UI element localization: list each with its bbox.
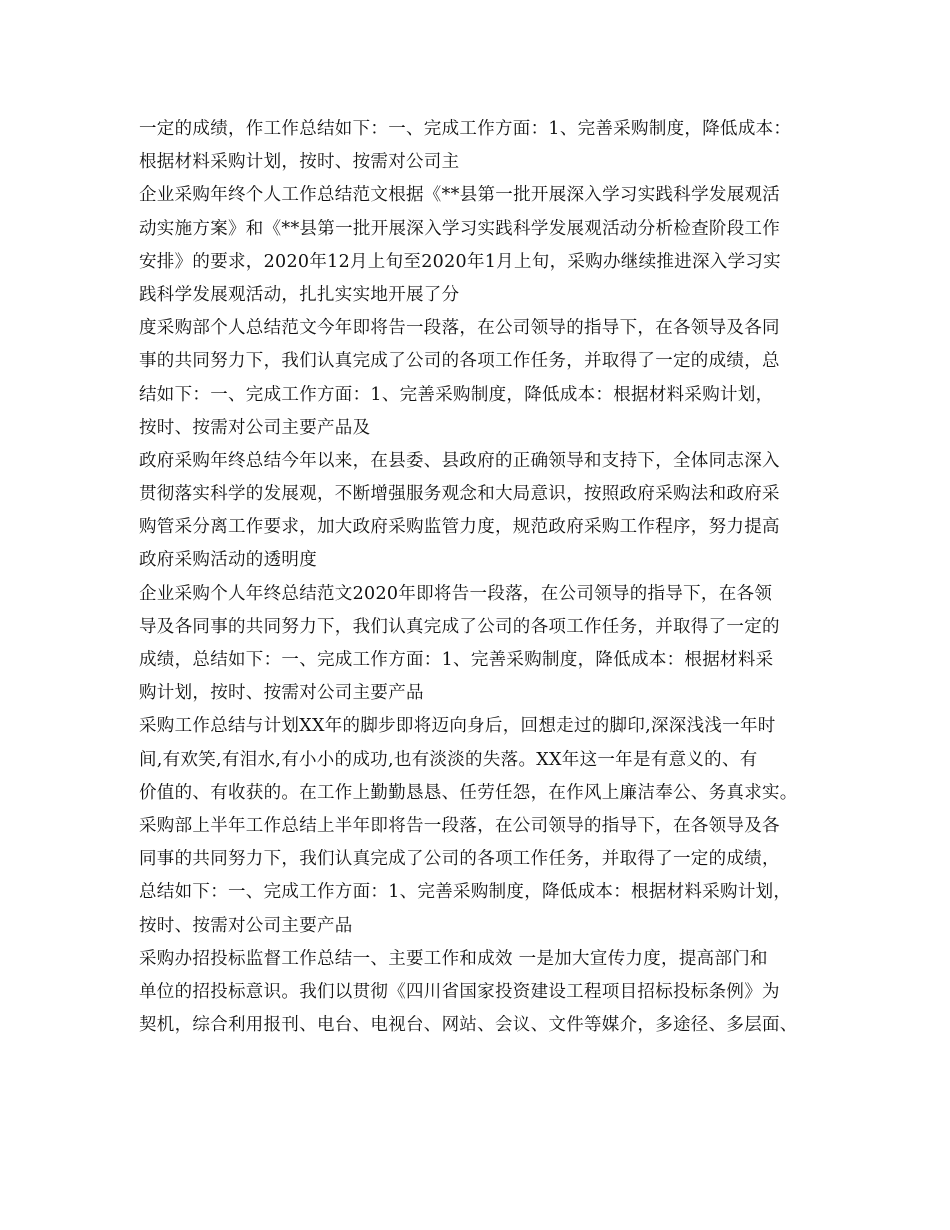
text-line: 按时、按需对公司主要产品 (139, 915, 353, 936)
text-line: 事的共同努力下，我们认真完成了公司的各项工作任务，并取得了一定的成绩，总 (139, 351, 780, 372)
text-line: 成绩，总结如下：一、完成工作方面：1、完善采购制度，降低成本：根据材料采 (139, 650, 774, 670)
text-line: 总结如下：一、完成工作方面：1、完善采购制度，降低成本：根据材料采购计划， (139, 882, 792, 903)
paragraph (139, 710, 829, 810)
text-line: 采购办招投标监督工作总结一、主要工作和成效 一是加大宣传力度，提高部门和 (139, 948, 768, 969)
text-line: 采购工作总结与计划XX年的脚步即将迈向身后，回想走过的脚印,深深浅浅一年时 (139, 716, 776, 737)
paragraph (139, 810, 829, 943)
paragraph (139, 445, 829, 578)
text-line: 采购部上半年工作总结上半年即将告一段落，在公司领导的指导下，在各领导及各 (139, 815, 780, 836)
document-body (139, 113, 829, 1042)
text-line: 践科学发展观活动，扎扎实实地开展了分 (139, 284, 460, 305)
text-line: 按时、按需对公司主要产品及 (139, 417, 371, 438)
text-line: 同事的共同努力下，我们认真完成了公司的各项工作任务，并取得了一定的成绩， (139, 849, 780, 870)
text-line: 政府采购年终总结今年以来，在县委、县政府的正确领导和支持下，全体同志深入 (139, 450, 780, 471)
text-line: 间,有欢笑,有泪水,有小小的成功,也有淡淡的失落。XX年这一年是有意义的、有 (139, 749, 758, 770)
text-line: 一定的成绩，作工作总结如下：一、完成工作方面：1、完善采购制度，降低成本： (139, 119, 792, 139)
text-line: 动实施方案》和《**县第一批开展深入学习实践科学发展观活动分析检查阶段工作 (139, 218, 781, 239)
text-line: 结如下：一、完成工作方面：1、完善采购制度，降低成本：根据材料采购计划， (139, 384, 774, 405)
text-line: 安排》的要求，2020年12月上旬至2020年1月上旬，采购办继续推进深入学习实 (139, 251, 781, 272)
paragraph (139, 943, 829, 1043)
text-line: 政府采购活动的透明度 (139, 550, 317, 571)
text-line: 价值的、有收获的。在工作上勤勤恳恳、任劳任怨，在作风上廉洁奉公、务真求实。 (139, 782, 798, 803)
paragraph (139, 578, 829, 711)
text-line: 购计划，按时、按需对公司主要产品 (139, 683, 424, 704)
text-line: 企业采购个人年终总结范文2020年即将告一段落，在公司领导的指导下，在各领 (139, 583, 773, 604)
paragraph (139, 113, 829, 179)
paragraph (139, 312, 829, 445)
text-line: 契机，综合利用报刊、电台、电视台、网站、会议、文件等媒介，多途径、多层面、 (139, 1015, 798, 1036)
text-line: 企业采购年终个人工作总结范文根据《**县第一批开展深入学习实践科学发展观活 (139, 185, 781, 206)
text-line: 单位的招投标意识。我们以贯彻《四川省国家投资建设工程项目招标投标条例》为 (139, 981, 780, 1002)
text-line: 根据材料采购计划，按时、按需对公司主 (139, 152, 460, 173)
text-line: 购管采分离工作要求，加大政府采购监管力度，规范政府采购工作程序，努力提高 (139, 517, 780, 538)
text-line: 贯彻落实科学的发展观，不断增强服务观念和大局意识，按照政府采购法和政府采 (139, 484, 780, 505)
paragraph (139, 179, 829, 312)
text-line: 度采购部个人总结范文今年即将告一段落，在公司领导的指导下，在各领导及各同 (139, 318, 780, 339)
text-line: 导及各同事的共同努力下，我们认真完成了公司的各项工作任务，并取得了一定的 (139, 616, 780, 637)
